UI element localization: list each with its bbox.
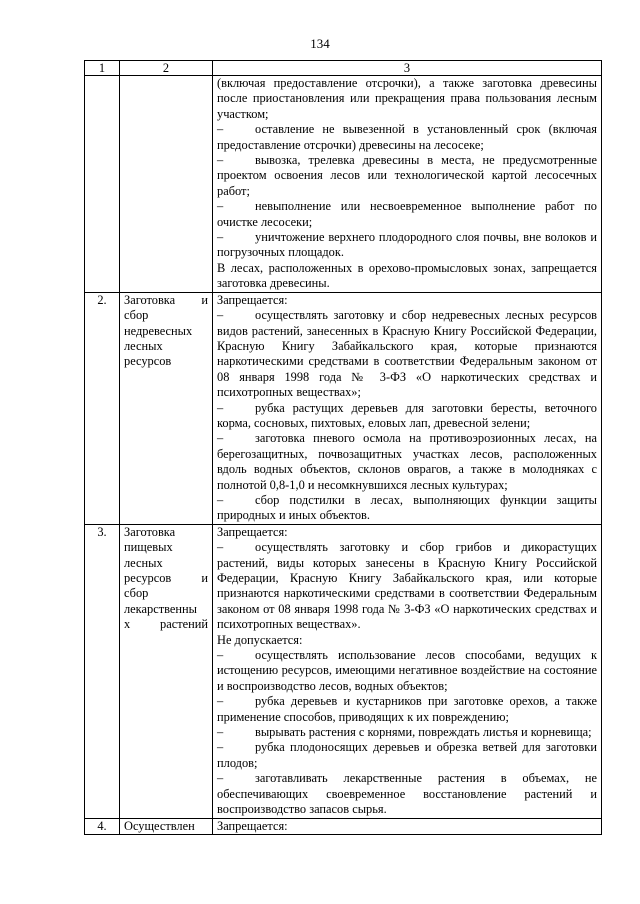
resource-type-cell — [120, 292, 213, 524]
paragraph-text: вырывать растения с корнями, повреждать листья и корневища; — [255, 725, 592, 740]
resource-type-line: сбор — [124, 308, 149, 323]
bullet-paragraph — [217, 493, 597, 524]
dash-bullet: – — [217, 771, 224, 786]
table-row — [85, 818, 602, 834]
bullet-paragraph — [217, 230, 597, 261]
dash-bullet: – — [217, 308, 224, 323]
bullet-paragraph — [217, 431, 597, 493]
resource-type-line: Заготовка — [124, 524, 176, 539]
resource-type-line: х растений — [124, 617, 208, 632]
paragraph-text: рубка растущих деревьев для заготовки бересты, веточного корма, сосновых, пихтовых, еловых лап, древесной зелени; — [217, 400, 597, 430]
requirements-cell — [213, 292, 602, 524]
bullet-paragraph — [217, 771, 597, 817]
paragraph-text: осуществлять использование лесов способами, ведущих к истощению ресурсов, имеющими негативное воздействие на состояние и воспроизводство лесов, водных объектов; — [217, 648, 597, 693]
paragraph-text: Запрещается: — [217, 524, 288, 539]
bullet-paragraph — [217, 153, 597, 199]
paragraph-text: заготовка пневого осмола на противоэрозионных лесах, на берегозащитных, почвозащитных участках лесов, расположенных вдоль водных объектов, склонов оврагов, а также в молодняках с полнотой 0,8-1,0 и несомкнувшихся лесных культурах; — [217, 431, 597, 492]
column-header-3: 3 — [213, 61, 602, 76]
row-number: 3. — [85, 524, 120, 818]
bullet-paragraph — [217, 122, 597, 153]
dash-bullet: – — [217, 648, 224, 663]
bullet-paragraph — [217, 725, 597, 740]
paragraph-text: Запрещается: — [217, 292, 288, 307]
bullet-paragraph — [217, 694, 597, 725]
paragraph-text: рубка плодоносящих деревьев и обрезка ветвей для заготовки плодов; — [217, 740, 597, 770]
dash-bullet: – — [217, 540, 224, 555]
resource-type-cell — [120, 818, 213, 834]
paragraph-text: заготавливать лекарственные растения в объемах, не обеспечивающих своевременное восстановление растений и воспроизводство запасов сырья. — [217, 771, 597, 817]
bullet-paragraph — [217, 199, 597, 230]
resource-type-line: лекарственны — [124, 601, 197, 616]
paragraph — [217, 76, 597, 122]
dash-bullet: – — [217, 725, 224, 740]
paragraph-text: Не допускается: — [217, 632, 303, 647]
bullet-paragraph — [217, 401, 597, 432]
table-row — [85, 292, 602, 524]
paragraph-text: оставление не вывезенной в установленный срок (включая предоставление отсрочки) древесины на лесосеке; — [217, 122, 597, 152]
paragraph — [217, 293, 597, 308]
resource-type-line: лесных — [124, 555, 163, 570]
resource-type-cell — [120, 76, 213, 293]
bullet-paragraph — [217, 740, 597, 771]
paragraph-text: уничтожение верхнего плодородного слоя почвы, вне волоков и погрузочных площадок. — [217, 230, 597, 260]
paragraph — [217, 525, 597, 540]
paragraph-text: осуществлять заготовку и сбор недревесных лесных ресурсов видов растений, занесенных в Красную Книгу Российской Федерации, Красную Книгу Забайкальского края, которые признаются наркотическими средствами в соответствии Федеральным законом от 08 января 1998 года № 3-ФЗ «О наркотических средствах и психотропных веществах»; — [217, 308, 597, 400]
dash-bullet: – — [217, 400, 224, 415]
resource-type-line: Осуществлен — [124, 818, 195, 833]
resource-type-line: недревесных — [124, 323, 193, 338]
page-number: 134 — [310, 36, 330, 51]
dash-bullet: – — [217, 694, 224, 709]
column-header-1: 1 — [85, 61, 120, 76]
resource-type-line: лесных — [124, 338, 163, 353]
paragraph-text: В лесах, расположенных в орехово-промысловых зонах, запрещается заготовка древесины. — [217, 260, 597, 291]
requirements-cell — [213, 76, 602, 293]
paragraph-text: (включая предоставление отсрочки), а также заготовка древесины после приостановления или прекращения права пользования лесным участком; — [217, 76, 597, 121]
bullet-paragraph — [217, 648, 597, 694]
paragraph-text: рубка деревьев и кустарников при заготовке орехов, а также применение способов, приводящих к их повреждению; — [217, 694, 597, 724]
resource-type-line: ресурсов — [124, 354, 172, 369]
column-header-2: 2 — [120, 61, 213, 76]
paragraph-text: осуществлять заготовку и сбор грибов и дикорастущих растений, виды которых занесены в Красную Книгу Российской Федерации, Красную Книгу Забайкальского края, или которые признаются наркотическими средствами в соответствии Федеральным законом от 08 января 1998 года № 3-ФЗ «О наркотических средствах и психотропных веществах». — [217, 540, 597, 632]
bullet-paragraph — [217, 540, 597, 632]
resource-type-line: Заготовка и — [124, 292, 208, 307]
paragraph — [217, 633, 597, 648]
requirements-cell — [213, 524, 602, 818]
row-number: 4. — [85, 818, 120, 834]
dash-bullet: – — [217, 153, 224, 168]
resource-type-cell — [120, 524, 213, 818]
dash-bullet: – — [217, 492, 224, 507]
dash-bullet: – — [217, 122, 224, 137]
dash-bullet: – — [217, 230, 224, 245]
dash-bullet: – — [217, 431, 224, 446]
regulation-table — [84, 60, 602, 835]
resource-type-line: ресурсов и — [124, 571, 208, 585]
paragraph-text: невыполнение или несвоевременное выполнение работ по очистке лесосеки; — [217, 199, 597, 229]
requirements-cell — [213, 818, 602, 834]
dash-bullet: – — [217, 199, 224, 214]
resource-type-line: пищевых — [124, 540, 173, 555]
paragraph — [217, 261, 597, 292]
table-header-row — [85, 61, 602, 76]
row-number — [85, 76, 120, 293]
bullet-paragraph — [217, 308, 597, 400]
table-row — [85, 524, 602, 818]
dash-bullet: – — [217, 740, 224, 755]
paragraph-text: вывозка, трелевка древесины в места, не предусмотренные проектом освоения лесов или технологической картой лесосечных работ; — [217, 153, 597, 198]
resource-type-line: сбор — [124, 586, 149, 601]
paragraph-text: Запрещается: — [217, 818, 288, 833]
row-number: 2. — [85, 292, 120, 524]
table-row — [85, 76, 602, 293]
paragraph — [217, 819, 597, 834]
paragraph-text: сбор подстилки в лесах, выполняющих функции защиты природных и иных объектов. — [217, 492, 597, 523]
